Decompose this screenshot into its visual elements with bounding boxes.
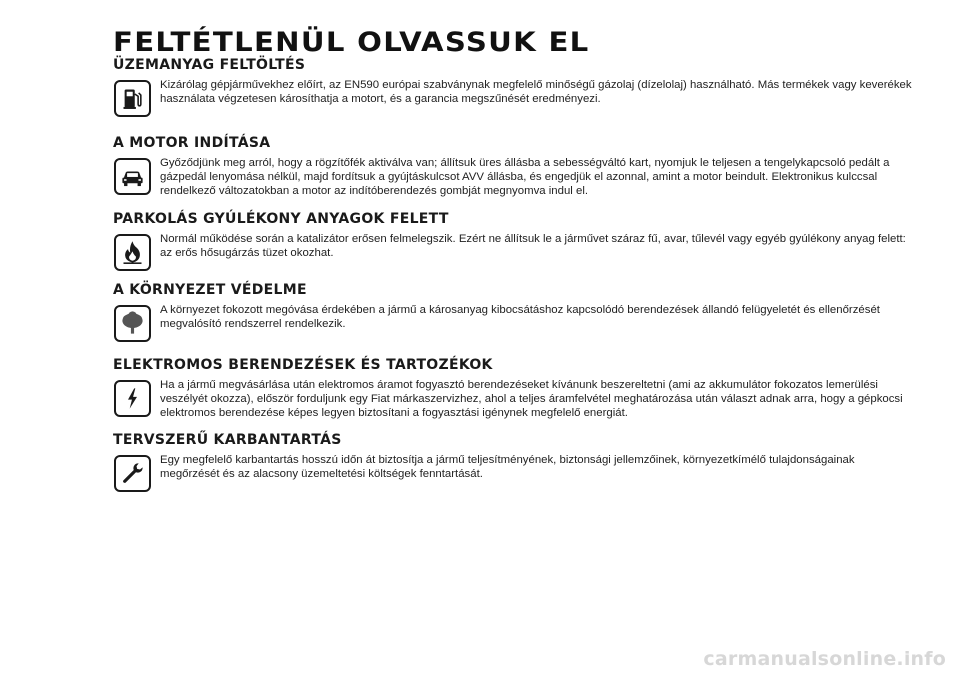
section-text: Egy megfelelő karbantartás hosszú időn át biztosítja a jármű teljesítményének, biztonsági jellemzőinek, környezetkímélő tulajdonságainak megőrzését és az alacsony üzemeltetési költségek fenntartását. <box>160 454 855 481</box>
section-electrical <box>113 357 913 438</box>
wrench-icon <box>114 455 151 492</box>
tree-icon <box>114 305 151 342</box>
page-title: FELTÉTLENÜL OLVASSUK EL <box>113 27 590 58</box>
section-text: Győződjünk meg arról, hogy a rögzítőfék aktiválva van; állítsuk üres állásba a sebességváltó kart, nyomjuk le teljesen a tengelykapcsoló pedált a gázpedál lenyomása nélkül, majd fordítsuk a gyújtáskulcsot AVV állásba, és engedjük el azonnal, amint a motor beindult. Elektronikus kulccsal rendelkező változatokban a motor az indítóberendezés gombját megnyomva indul el. <box>160 157 890 198</box>
section-heading: A MOTOR INDÍTÁSA <box>113 135 271 151</box>
flame-icon <box>114 234 151 271</box>
car-icon <box>114 158 151 195</box>
section-text: Kizárólag gépjárművekhez előírt, az EN590 európai szabványnak megfelelő minőségű gázolaj (dízelolaj) használható. Más termékek vagy keverékek használata végzetesen károsíthatja a motort, és a garancia megszűnését eredményezi. <box>160 79 912 106</box>
section-heading: ELEKTROMOS BERENDEZÉSEK ÉS TARTOZÉKOK <box>113 357 493 373</box>
section-heading: A KÖRNYEZET VÉDELME <box>113 282 307 298</box>
section-parking <box>113 211 913 292</box>
section-maintenance <box>113 432 913 513</box>
section-heading: PARKOLÁS GYÚLÉKONY ANYAGOK FELETT <box>113 211 449 227</box>
section-text: Ha a jármű megvásárlása után elektromos áramot fogyasztó berendezéseket kívánunk beszereltetni (ami az akkumulátor fokozatos lemerülési veszélyét okozza), először forduljunk egy Fiat márkaszervizhez, ahol a teljes áramfelvétel meghatározása után választ adnak arra, hogy a gépkocsi elektromos berendezése képes legyen biztosítani a fogyasztási igénynek megfelelő energiát. <box>160 379 903 420</box>
section-engine-start <box>113 135 913 216</box>
fuel-pump-icon <box>114 80 151 117</box>
section-text: A környezet fokozott megóvása érdekében a jármű a károsanyag kibocsátáshoz kapcsolódó berendezések állandó felügyeletét és ellenőrzését megvalósító rendszerrel rendelkezik. <box>160 304 880 331</box>
section-fuel <box>113 57 913 138</box>
watermark-text: carmanualsonline.info <box>703 648 946 670</box>
section-heading: ÜZEMANYAG FELTÖLTÉS <box>113 57 306 73</box>
section-heading: TERVSZERŰ KARBANTARTÁS <box>113 432 342 448</box>
section-text: Normál működése során a katalizátor erősen felmelegszik. Ezért ne állítsuk le a járművet száraz fű, avar, tűlevél vagy egyéb gyúlékony anyag felett: az erős hősugárzás tüzet okozhat. <box>160 233 906 260</box>
section-environment <box>113 282 913 363</box>
lightning-icon <box>114 380 151 417</box>
